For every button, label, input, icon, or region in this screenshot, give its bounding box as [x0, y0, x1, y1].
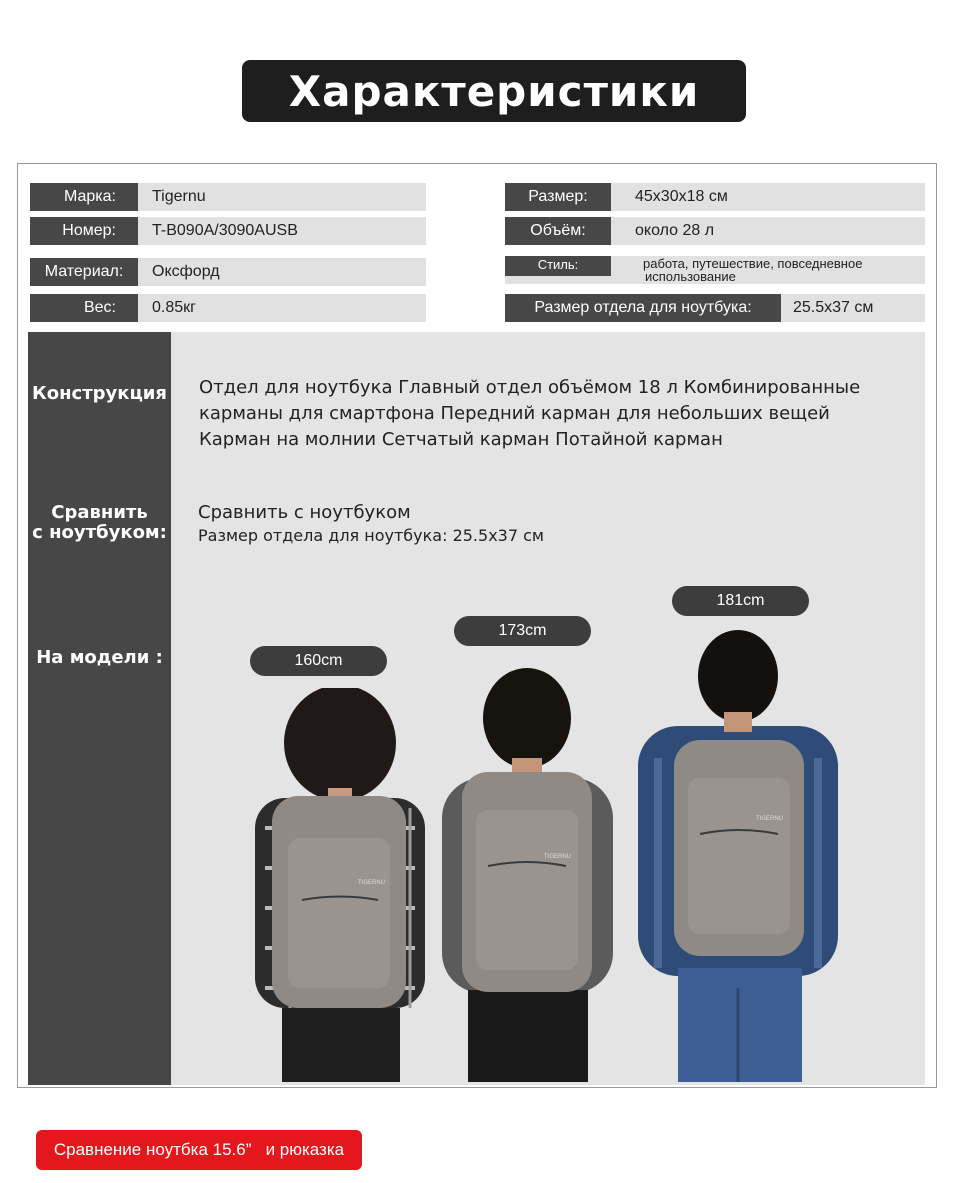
spec-value: около 28 л: [635, 222, 715, 239]
compare-detail: Размер отдела для ноутбука: 25.5x37 см: [198, 526, 544, 545]
construction-line: Отдел для ноутбука Главный отдел объёмом 18 л Комбинированные: [199, 377, 861, 398]
spec-label: Номер:: [30, 217, 138, 245]
style-value-line: работа, путешествие, повседневное: [643, 256, 863, 271]
details-sidebar: [28, 332, 171, 1085]
spec-value: Оксфорд: [152, 263, 220, 280]
spec-label: Материал:: [30, 258, 138, 286]
construction-line: Карман на молнии Сетчатый карман Потайной карман: [199, 429, 723, 450]
spec-row-model-number: [30, 217, 426, 245]
spec-row-material: [30, 258, 426, 286]
model-160-figure: [250, 688, 430, 1082]
spec-row-weight: [30, 294, 426, 322]
compare-label-line: Сравнить: [51, 502, 148, 523]
spec-row-laptop-compartment: [505, 294, 925, 322]
spec-label: Размер:: [505, 183, 611, 211]
height-badge-181: 181cm: [672, 586, 809, 616]
compare-label-line: с ноутбуком:: [32, 522, 167, 543]
spec-value: [611, 256, 862, 284]
spec-label: Стиль:: [505, 256, 611, 276]
backpack-brand-print: TIGERNU: [358, 880, 385, 886]
spec-row-volume: [505, 217, 925, 245]
compare-heading: Сравнить с ноутбуком: [198, 502, 411, 523]
comparison-badge: Сравнение ноутбка 15.6” и рюказка: [36, 1130, 362, 1170]
spec-row-style: [505, 256, 925, 284]
spec-label: Объём:: [505, 217, 611, 245]
models-label: На модели :: [36, 647, 163, 668]
spec-value: T-B090A/3090AUSB: [152, 222, 298, 239]
compare-label: [28, 503, 171, 543]
construction-label: Конструкция: [32, 383, 167, 404]
spec-value: Tigernu: [152, 188, 206, 205]
spec-label: Размер отдела для ноутбука:: [505, 294, 781, 322]
construction-line: карманы для смартфона Передний карман для небольших вещей: [199, 403, 830, 424]
construction-text: [199, 375, 860, 453]
backpack-brand-print: TIGERNU: [756, 816, 783, 822]
model-181-figure: [638, 628, 838, 1082]
model-173-figure: [440, 660, 615, 1082]
spec-row-brand: [30, 183, 426, 211]
spec-value: 0.85кг: [152, 299, 196, 316]
height-badge-173: 173cm: [454, 616, 591, 646]
height-badge-160: 160cm: [250, 646, 387, 676]
spec-row-size: [505, 183, 925, 211]
style-value-line: использование: [645, 269, 736, 284]
backpack-brand-print: TIGERNU: [544, 854, 571, 860]
spec-value: 25.5x37 см: [793, 299, 874, 316]
page-title: Характеристики: [242, 60, 746, 122]
spec-label: Вес:: [30, 294, 138, 322]
spec-value: 45x30x18 см: [635, 188, 728, 205]
spec-label: Марка:: [30, 183, 138, 211]
